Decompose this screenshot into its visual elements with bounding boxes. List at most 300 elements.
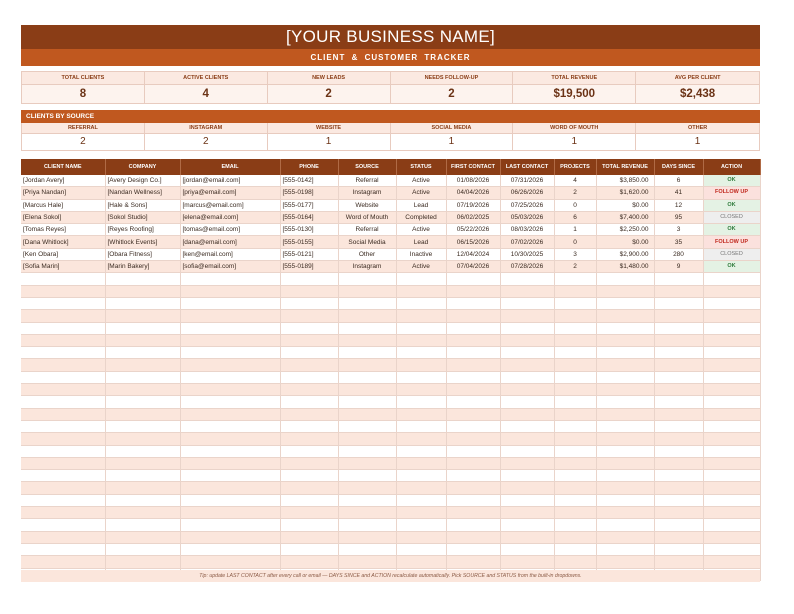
table-cell[interactable] bbox=[596, 359, 654, 371]
table-cell[interactable] bbox=[21, 482, 105, 494]
table-cell[interactable] bbox=[554, 297, 596, 309]
table-cell[interactable] bbox=[396, 494, 446, 506]
table-cell[interactable]: Word of Mouth bbox=[338, 211, 396, 223]
table-cell[interactable] bbox=[654, 482, 703, 494]
table-cell[interactable]: [555-0164] bbox=[280, 211, 338, 223]
table-cell[interactable] bbox=[500, 285, 554, 297]
table-cell[interactable] bbox=[554, 482, 596, 494]
table-cell[interactable] bbox=[554, 519, 596, 531]
table-cell[interactable]: [Avery Design Co.] bbox=[105, 175, 180, 187]
table-cell[interactable]: 04/04/2026 bbox=[446, 187, 500, 199]
table-cell[interactable] bbox=[338, 310, 396, 322]
table-cell[interactable]: Inactive bbox=[396, 248, 446, 260]
action-badge[interactable]: OK bbox=[703, 175, 760, 187]
table-cell[interactable] bbox=[180, 371, 280, 383]
table-cell[interactable] bbox=[554, 457, 596, 469]
table-cell[interactable] bbox=[105, 543, 180, 555]
table-cell[interactable]: Referral bbox=[338, 175, 396, 187]
table-cell[interactable] bbox=[500, 334, 554, 346]
table-cell[interactable]: 07/19/2026 bbox=[446, 199, 500, 211]
table-cell[interactable] bbox=[446, 322, 500, 334]
table-cell[interactable] bbox=[500, 371, 554, 383]
table-cell[interactable] bbox=[654, 297, 703, 309]
table-cell[interactable] bbox=[554, 445, 596, 457]
table-cell[interactable] bbox=[21, 531, 105, 543]
table-cell[interactable] bbox=[446, 470, 500, 482]
table-cell[interactable] bbox=[338, 408, 396, 420]
table-cell[interactable] bbox=[105, 310, 180, 322]
table-cell[interactable] bbox=[21, 507, 105, 519]
table-cell[interactable] bbox=[446, 445, 500, 457]
table-cell[interactable] bbox=[396, 445, 446, 457]
col-days-since[interactable]: DAYS SINCE bbox=[654, 159, 703, 175]
table-cell[interactable] bbox=[654, 433, 703, 445]
table-cell[interactable] bbox=[396, 556, 446, 568]
table-cell[interactable] bbox=[446, 494, 500, 506]
table-cell[interactable] bbox=[338, 420, 396, 432]
table-cell[interactable]: $0.00 bbox=[596, 236, 654, 248]
table-cell[interactable] bbox=[396, 310, 446, 322]
table-cell[interactable] bbox=[180, 494, 280, 506]
table-cell[interactable] bbox=[180, 408, 280, 420]
table-cell[interactable] bbox=[500, 507, 554, 519]
table-cell[interactable]: Social Media bbox=[338, 236, 396, 248]
table-cell[interactable] bbox=[180, 543, 280, 555]
table-cell[interactable] bbox=[654, 322, 703, 334]
table-cell[interactable]: Active bbox=[396, 187, 446, 199]
table-cell[interactable]: 95 bbox=[654, 211, 703, 223]
table-cell[interactable] bbox=[500, 556, 554, 568]
table-cell[interactable]: [555-0121] bbox=[280, 248, 338, 260]
table-cell[interactable] bbox=[21, 322, 105, 334]
table-cell[interactable] bbox=[703, 396, 760, 408]
table-cell[interactable] bbox=[446, 519, 500, 531]
table-cell[interactable]: $0.00 bbox=[596, 199, 654, 211]
table-cell[interactable] bbox=[596, 273, 654, 285]
table-cell[interactable]: $1,480.00 bbox=[596, 261, 654, 273]
table-cell[interactable] bbox=[554, 334, 596, 346]
table-cell[interactable] bbox=[446, 396, 500, 408]
table-cell[interactable] bbox=[105, 482, 180, 494]
table-cell[interactable] bbox=[554, 396, 596, 408]
table-cell[interactable] bbox=[280, 519, 338, 531]
table-cell[interactable] bbox=[703, 285, 760, 297]
table-cell[interactable] bbox=[654, 457, 703, 469]
table-cell[interactable]: 0 bbox=[554, 199, 596, 211]
table-cell[interactable]: [Dana Whitlock] bbox=[21, 236, 105, 248]
table-cell[interactable]: [Hale & Sons] bbox=[105, 199, 180, 211]
table-cell[interactable] bbox=[446, 285, 500, 297]
table-cell[interactable] bbox=[703, 433, 760, 445]
table-cell[interactable] bbox=[500, 310, 554, 322]
table-cell[interactable]: 6 bbox=[654, 175, 703, 187]
table-cell[interactable] bbox=[105, 285, 180, 297]
table-cell[interactable] bbox=[21, 334, 105, 346]
table-cell[interactable] bbox=[280, 371, 338, 383]
table-cell[interactable]: 08/03/2026 bbox=[500, 224, 554, 236]
col-projects[interactable]: PROJECTS bbox=[554, 159, 596, 175]
table-cell[interactable] bbox=[180, 420, 280, 432]
table-cell[interactable]: 07/31/2026 bbox=[500, 175, 554, 187]
table-cell[interactable]: [555-0130] bbox=[280, 224, 338, 236]
table-cell[interactable] bbox=[21, 396, 105, 408]
table-cell[interactable]: Instagram bbox=[338, 187, 396, 199]
table-cell[interactable] bbox=[21, 519, 105, 531]
table-cell[interactable] bbox=[21, 408, 105, 420]
table-cell[interactable] bbox=[596, 285, 654, 297]
table-cell[interactable] bbox=[180, 433, 280, 445]
table-cell[interactable]: Active bbox=[396, 175, 446, 187]
table-cell[interactable]: 41 bbox=[654, 187, 703, 199]
table-cell[interactable] bbox=[21, 310, 105, 322]
table-cell[interactable]: [jordan@email.com] bbox=[180, 175, 280, 187]
table-cell[interactable] bbox=[105, 457, 180, 469]
table-cell[interactable] bbox=[338, 322, 396, 334]
table-cell[interactable] bbox=[554, 531, 596, 543]
table-cell[interactable] bbox=[180, 384, 280, 396]
table-cell[interactable]: 4 bbox=[554, 175, 596, 187]
table-cell[interactable]: [Tomas Reyes] bbox=[21, 224, 105, 236]
table-cell[interactable]: [Whitlock Events] bbox=[105, 236, 180, 248]
table-cell[interactable]: 07/28/2026 bbox=[500, 261, 554, 273]
table-cell[interactable] bbox=[21, 556, 105, 568]
table-cell[interactable] bbox=[703, 408, 760, 420]
table-cell[interactable] bbox=[396, 470, 446, 482]
business-name-banner[interactable]: [YOUR BUSINESS NAME] bbox=[21, 25, 760, 49]
table-cell[interactable] bbox=[596, 507, 654, 519]
table-cell[interactable]: 35 bbox=[654, 236, 703, 248]
table-cell[interactable]: 9 bbox=[654, 261, 703, 273]
col-total-revenue[interactable]: TOTAL REVENUE bbox=[596, 159, 654, 175]
table-cell[interactable] bbox=[703, 519, 760, 531]
table-cell[interactable] bbox=[654, 310, 703, 322]
table-cell[interactable]: 05/22/2026 bbox=[446, 224, 500, 236]
table-cell[interactable] bbox=[105, 347, 180, 359]
table-cell[interactable] bbox=[396, 273, 446, 285]
action-badge[interactable]: FOLLOW UP bbox=[703, 187, 760, 199]
table-cell[interactable] bbox=[596, 470, 654, 482]
table-cell[interactable]: [Elena Sokol] bbox=[21, 211, 105, 223]
table-cell[interactable] bbox=[500, 384, 554, 396]
table-cell[interactable] bbox=[280, 433, 338, 445]
table-cell[interactable] bbox=[21, 273, 105, 285]
table-cell[interactable] bbox=[500, 543, 554, 555]
table-cell[interactable] bbox=[338, 334, 396, 346]
table-cell[interactable]: [marcus@email.com] bbox=[180, 199, 280, 211]
table-cell[interactable] bbox=[280, 531, 338, 543]
table-cell[interactable] bbox=[554, 494, 596, 506]
table-cell[interactable] bbox=[654, 470, 703, 482]
table-cell[interactable] bbox=[338, 371, 396, 383]
table-cell[interactable] bbox=[338, 470, 396, 482]
table-cell[interactable]: 06/15/2026 bbox=[446, 236, 500, 248]
table-cell[interactable] bbox=[500, 445, 554, 457]
table-cell[interactable] bbox=[703, 420, 760, 432]
table-cell[interactable]: [555-0177] bbox=[280, 199, 338, 211]
col-first-contact[interactable]: FIRST CONTACT bbox=[446, 159, 500, 175]
table-cell[interactable] bbox=[596, 433, 654, 445]
col-last-contact[interactable]: LAST CONTACT bbox=[500, 159, 554, 175]
table-cell[interactable]: $1,620.00 bbox=[596, 187, 654, 199]
table-cell[interactable] bbox=[703, 445, 760, 457]
table-cell[interactable] bbox=[446, 556, 500, 568]
table-cell[interactable] bbox=[21, 359, 105, 371]
table-cell[interactable] bbox=[554, 384, 596, 396]
table-cell[interactable] bbox=[21, 297, 105, 309]
table-cell[interactable] bbox=[338, 285, 396, 297]
table-cell[interactable] bbox=[105, 519, 180, 531]
table-cell[interactable] bbox=[500, 433, 554, 445]
table-cell[interactable] bbox=[554, 543, 596, 555]
table-cell[interactable] bbox=[105, 384, 180, 396]
table-cell[interactable] bbox=[180, 273, 280, 285]
table-cell[interactable] bbox=[105, 371, 180, 383]
table-cell[interactable] bbox=[180, 556, 280, 568]
table-cell[interactable] bbox=[396, 285, 446, 297]
table-cell[interactable] bbox=[180, 285, 280, 297]
table-cell[interactable]: Lead bbox=[396, 199, 446, 211]
table-cell[interactable]: 06/26/2026 bbox=[500, 187, 554, 199]
table-cell[interactable]: [priya@email.com] bbox=[180, 187, 280, 199]
table-cell[interactable] bbox=[500, 531, 554, 543]
table-cell[interactable] bbox=[500, 408, 554, 420]
action-badge[interactable]: OK bbox=[703, 224, 760, 236]
table-cell[interactable] bbox=[338, 347, 396, 359]
table-cell[interactable] bbox=[654, 420, 703, 432]
table-cell[interactable] bbox=[554, 507, 596, 519]
table-cell[interactable]: 6 bbox=[554, 211, 596, 223]
table-cell[interactable] bbox=[338, 531, 396, 543]
table-cell[interactable] bbox=[338, 273, 396, 285]
table-cell[interactable] bbox=[654, 556, 703, 568]
table-cell[interactable] bbox=[703, 310, 760, 322]
table-cell[interactable]: [Obara Fitness] bbox=[105, 248, 180, 260]
col-email[interactable]: EMAIL bbox=[180, 159, 280, 175]
col-client-name[interactable]: CLIENT NAME bbox=[21, 159, 105, 175]
table-cell[interactable] bbox=[180, 334, 280, 346]
table-cell[interactable]: 07/25/2026 bbox=[500, 199, 554, 211]
table-cell[interactable] bbox=[554, 408, 596, 420]
table-cell[interactable] bbox=[280, 457, 338, 469]
table-cell[interactable] bbox=[105, 322, 180, 334]
table-cell[interactable] bbox=[21, 384, 105, 396]
table-cell[interactable] bbox=[396, 482, 446, 494]
table-cell[interactable] bbox=[446, 482, 500, 494]
table-cell[interactable]: Active bbox=[396, 261, 446, 273]
table-cell[interactable]: [elena@email.com] bbox=[180, 211, 280, 223]
table-cell[interactable] bbox=[596, 543, 654, 555]
table-cell[interactable]: [555-0189] bbox=[280, 261, 338, 273]
table-cell[interactable]: [dana@email.com] bbox=[180, 236, 280, 248]
table-cell[interactable] bbox=[446, 531, 500, 543]
table-cell[interactable]: [ken@email.com] bbox=[180, 248, 280, 260]
table-cell[interactable] bbox=[703, 457, 760, 469]
table-cell[interactable] bbox=[338, 433, 396, 445]
table-cell[interactable]: 06/02/2025 bbox=[446, 211, 500, 223]
table-cell[interactable] bbox=[396, 347, 446, 359]
table-cell[interactable] bbox=[654, 396, 703, 408]
table-cell[interactable] bbox=[703, 507, 760, 519]
table-cell[interactable] bbox=[554, 556, 596, 568]
table-cell[interactable] bbox=[180, 507, 280, 519]
table-cell[interactable] bbox=[703, 359, 760, 371]
table-cell[interactable] bbox=[596, 408, 654, 420]
table-cell[interactable] bbox=[596, 494, 654, 506]
table-cell[interactable] bbox=[446, 310, 500, 322]
table-cell[interactable] bbox=[21, 371, 105, 383]
table-cell[interactable] bbox=[338, 396, 396, 408]
table-cell[interactable]: [Marcus Hale] bbox=[21, 199, 105, 211]
table-cell[interactable] bbox=[446, 433, 500, 445]
table-cell[interactable]: [Reyes Roofing] bbox=[105, 224, 180, 236]
table-cell[interactable] bbox=[654, 371, 703, 383]
table-cell[interactable] bbox=[280, 470, 338, 482]
table-cell[interactable] bbox=[596, 297, 654, 309]
table-cell[interactable] bbox=[446, 273, 500, 285]
table-cell[interactable] bbox=[654, 531, 703, 543]
table-cell[interactable] bbox=[446, 457, 500, 469]
table-cell[interactable] bbox=[338, 519, 396, 531]
table-cell[interactable]: Referral bbox=[338, 224, 396, 236]
table-cell[interactable] bbox=[180, 531, 280, 543]
table-cell[interactable] bbox=[280, 273, 338, 285]
table-cell[interactable] bbox=[500, 494, 554, 506]
table-cell[interactable]: $3,850.00 bbox=[596, 175, 654, 187]
table-cell[interactable] bbox=[105, 445, 180, 457]
table-cell[interactable] bbox=[338, 384, 396, 396]
table-cell[interactable] bbox=[180, 519, 280, 531]
table-cell[interactable] bbox=[280, 445, 338, 457]
table-cell[interactable] bbox=[500, 519, 554, 531]
table-cell[interactable] bbox=[280, 507, 338, 519]
table-cell[interactable] bbox=[703, 470, 760, 482]
table-cell[interactable] bbox=[280, 297, 338, 309]
table-cell[interactable] bbox=[596, 482, 654, 494]
table-cell[interactable] bbox=[703, 384, 760, 396]
table-cell[interactable] bbox=[654, 445, 703, 457]
table-cell[interactable]: 12/04/2024 bbox=[446, 248, 500, 260]
table-cell[interactable] bbox=[654, 334, 703, 346]
table-cell[interactable]: [555-0155] bbox=[280, 236, 338, 248]
table-cell[interactable]: 3 bbox=[654, 224, 703, 236]
table-cell[interactable]: 2 bbox=[554, 261, 596, 273]
table-cell[interactable] bbox=[180, 359, 280, 371]
table-cell[interactable] bbox=[554, 285, 596, 297]
table-cell[interactable] bbox=[554, 433, 596, 445]
table-cell[interactable] bbox=[596, 310, 654, 322]
table-cell[interactable] bbox=[654, 359, 703, 371]
table-cell[interactable] bbox=[446, 384, 500, 396]
table-cell[interactable] bbox=[280, 334, 338, 346]
table-cell[interactable]: Website bbox=[338, 199, 396, 211]
table-cell[interactable] bbox=[446, 347, 500, 359]
table-cell[interactable] bbox=[396, 543, 446, 555]
table-cell[interactable] bbox=[180, 347, 280, 359]
table-cell[interactable] bbox=[500, 396, 554, 408]
table-cell[interactable]: Other bbox=[338, 248, 396, 260]
table-cell[interactable] bbox=[554, 470, 596, 482]
table-cell[interactable]: Lead bbox=[396, 236, 446, 248]
table-cell[interactable] bbox=[396, 408, 446, 420]
table-cell[interactable]: 07/04/2026 bbox=[446, 261, 500, 273]
table-cell[interactable] bbox=[446, 371, 500, 383]
table-cell[interactable] bbox=[280, 482, 338, 494]
table-cell[interactable] bbox=[654, 347, 703, 359]
table-cell[interactable]: Active bbox=[396, 224, 446, 236]
table-cell[interactable] bbox=[703, 297, 760, 309]
table-cell[interactable] bbox=[654, 408, 703, 420]
table-cell[interactable]: 01/08/2026 bbox=[446, 175, 500, 187]
table-cell[interactable] bbox=[338, 556, 396, 568]
table-cell[interactable] bbox=[280, 310, 338, 322]
table-cell[interactable] bbox=[280, 408, 338, 420]
table-cell[interactable]: 07/02/2026 bbox=[500, 236, 554, 248]
table-cell[interactable] bbox=[338, 359, 396, 371]
table-cell[interactable]: 05/03/2026 bbox=[500, 211, 554, 223]
col-status[interactable]: STATUS bbox=[396, 159, 446, 175]
table-cell[interactable]: [Jordan Avery] bbox=[21, 175, 105, 187]
table-cell[interactable] bbox=[105, 420, 180, 432]
table-cell[interactable] bbox=[703, 322, 760, 334]
table-cell[interactable] bbox=[654, 285, 703, 297]
table-cell[interactable] bbox=[105, 396, 180, 408]
table-cell[interactable] bbox=[446, 297, 500, 309]
table-cell[interactable] bbox=[105, 273, 180, 285]
table-cell[interactable] bbox=[396, 457, 446, 469]
table-cell[interactable] bbox=[280, 322, 338, 334]
table-cell[interactable] bbox=[280, 420, 338, 432]
table-cell[interactable]: Completed bbox=[396, 211, 446, 223]
table-cell[interactable] bbox=[396, 334, 446, 346]
table-cell[interactable] bbox=[180, 457, 280, 469]
table-cell[interactable] bbox=[500, 347, 554, 359]
table-cell[interactable] bbox=[703, 531, 760, 543]
table-cell[interactable] bbox=[338, 457, 396, 469]
table-cell[interactable]: [Sokol Studio] bbox=[105, 211, 180, 223]
table-cell[interactable]: $2,900.00 bbox=[596, 248, 654, 260]
table-cell[interactable]: [Ken Obara] bbox=[21, 248, 105, 260]
table-cell[interactable] bbox=[596, 519, 654, 531]
table-cell[interactable]: 10/30/2025 bbox=[500, 248, 554, 260]
table-cell[interactable]: [Nandan Wellness] bbox=[105, 187, 180, 199]
table-cell[interactable] bbox=[280, 359, 338, 371]
table-cell[interactable] bbox=[105, 433, 180, 445]
table-cell[interactable] bbox=[596, 347, 654, 359]
table-cell[interactable] bbox=[180, 445, 280, 457]
table-cell[interactable] bbox=[703, 273, 760, 285]
table-cell[interactable] bbox=[654, 384, 703, 396]
table-cell[interactable] bbox=[180, 396, 280, 408]
table-cell[interactable]: 2 bbox=[554, 187, 596, 199]
table-cell[interactable] bbox=[703, 543, 760, 555]
table-cell[interactable] bbox=[280, 396, 338, 408]
table-cell[interactable] bbox=[596, 396, 654, 408]
table-cell[interactable] bbox=[596, 457, 654, 469]
table-cell[interactable]: 3 bbox=[554, 248, 596, 260]
table-cell[interactable] bbox=[500, 482, 554, 494]
table-cell[interactable] bbox=[654, 494, 703, 506]
table-cell[interactable] bbox=[180, 310, 280, 322]
table-cell[interactable] bbox=[596, 556, 654, 568]
table-cell[interactable] bbox=[554, 359, 596, 371]
table-cell[interactable] bbox=[396, 359, 446, 371]
table-cell[interactable]: [Sofia Marin] bbox=[21, 261, 105, 273]
table-cell[interactable] bbox=[554, 322, 596, 334]
action-badge[interactable]: OK bbox=[703, 261, 760, 273]
table-cell[interactable] bbox=[596, 384, 654, 396]
table-cell[interactable] bbox=[596, 420, 654, 432]
table-cell[interactable] bbox=[703, 371, 760, 383]
